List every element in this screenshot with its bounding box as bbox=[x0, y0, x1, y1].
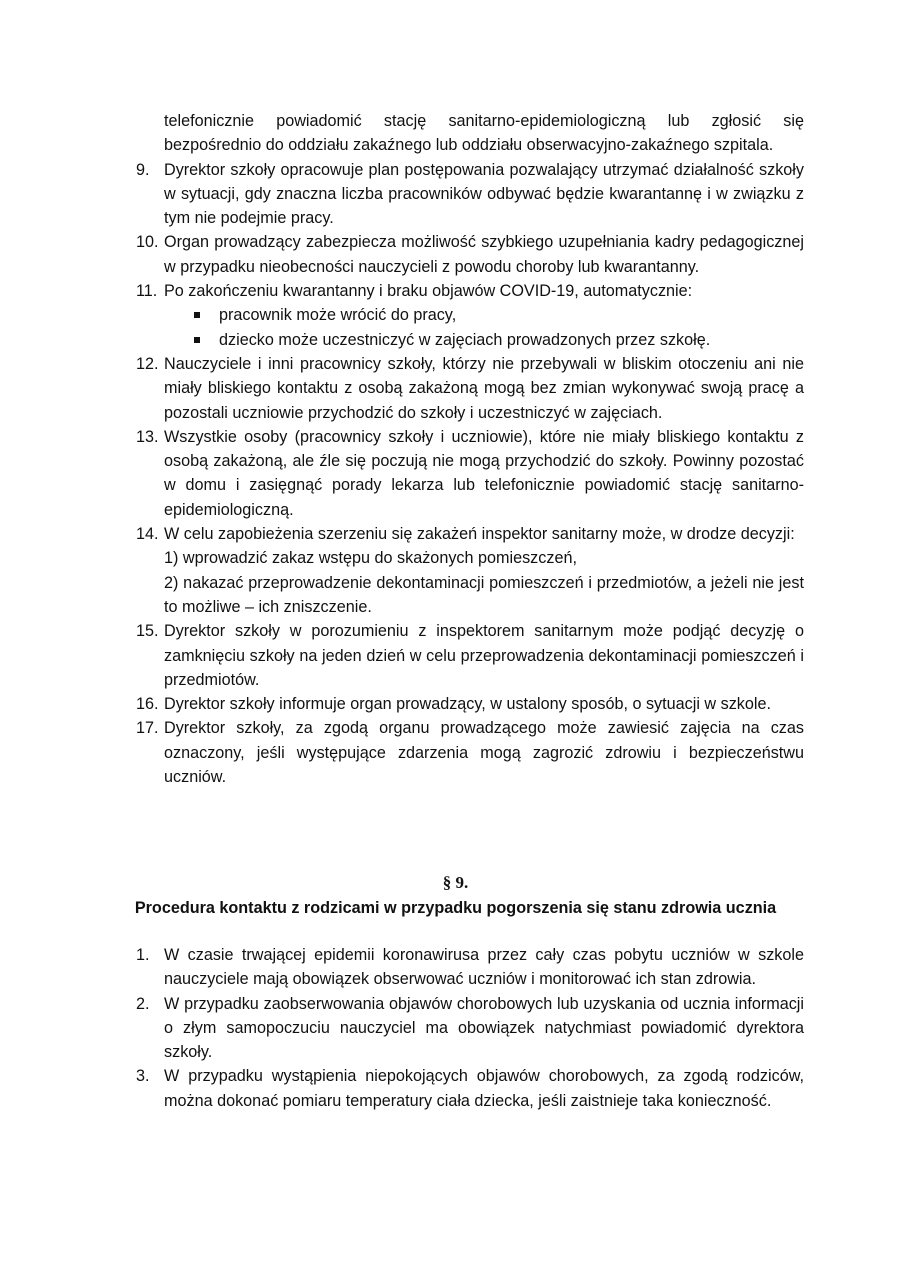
point-item: 1) wprowadzić zakaz wstępu do skażonych pomieszczeń, bbox=[164, 549, 577, 568]
list-item-11 bbox=[136, 279, 804, 303]
list-item-9 bbox=[136, 158, 804, 231]
list-item-16 bbox=[136, 692, 804, 716]
bullet-text: pracownik może wrócić do pracy, bbox=[219, 306, 457, 325]
item-text: W celu zapobieżenia szerzeniu się zakażeń inspektor sanitarny może, w drodze decyzji: bbox=[164, 525, 795, 544]
item-text: Dyrektor szkoły informuje organ prowadzący, w ustalony sposób, o sytuacji w szkole. bbox=[164, 695, 771, 714]
item-text: W czasie trwającej epidemii koronawirusa przez cały czas pobytu uczniów w szkole nauczyciele mają obowiązek obserwować uczniów i monitorować ich stan zdrowia. bbox=[164, 946, 804, 989]
item-text: Wszystkie osoby (pracownicy szkoły i uczniowie), które nie miały bliskiego kontaktu z osobą zakażoną, ale źle się poczują nie mogą przychodzić do szkoły. Powinny pozostać w domu i zasięgnąć porady lekarza lub telefonicznie powiadomić stację sanitarno-epidemiologiczną. bbox=[164, 427, 804, 519]
item-number: 9. bbox=[136, 160, 150, 179]
item-text: Organ prowadzący zabezpiecza możliwość szybkiego uzupełniania kadry pedagogicznej w przypadku nieobecności nauczycieli z powodu choroby lub kwarantanny. bbox=[164, 233, 804, 276]
list-item-3 bbox=[136, 1064, 804, 1113]
item-text: Dyrektor szkoły opracowuje plan postępowania pozwalający utrzymać działalność szkoły w sytuacji, gdy znaczna liczba pracowników odbywać będzie kwarantannę i w związku z tym nie podejmie pracy. bbox=[164, 160, 804, 228]
bullet-text: dziecko może uczestniczyć w zajęciach prowadzonych przez szkołę. bbox=[219, 330, 711, 349]
item-number: 11. bbox=[136, 282, 158, 301]
list-item-12 bbox=[136, 352, 804, 425]
item-text: Dyrektor szkoły w porozumieniu z inspektorem sanitarnym może podjąć decyzję o zamknięciu szkoły na jeden dzień w celu przeprowadzenia dekontaminacji pomieszczeń i przedmiotów. bbox=[164, 622, 804, 689]
continuation-line: bezpośrednio do oddziału zakaźnego lub oddziału obserwacyjno-zakaźnego szpitala. bbox=[164, 136, 774, 155]
item-number: 15. bbox=[136, 622, 159, 641]
square-bullet-icon bbox=[194, 312, 200, 318]
item-text: Nauczyciele i inni pracownicy szkoły, którzy nie przebywali w bliskim otoczeniu ani nie miały bliskiego kontaktu z osobą zakażoną mogą bez zmian wykonywać swoją pracę a pozostali uczniowie przychodzić do szkoły i uczestniczyć w zajęciach. bbox=[164, 354, 804, 422]
bullet-item bbox=[136, 328, 804, 352]
item-text: Dyrektor szkoły, za zgodą organu prowadzącego może zawiesić zajęcia na czas oznaczony, jeśli występujące zdarzenia mogą zagrozić zdrowiu i bezpieczeństwu uczniów. bbox=[164, 719, 804, 787]
item-text: W przypadku wystąpienia niepokojących objawów chorobowych, za zgodą rodziców, można dokonać pomiaru temperatury ciała dziecka, jeśli zaistnieje taka konieczność. bbox=[164, 1067, 804, 1110]
item-number: 3. bbox=[136, 1067, 150, 1086]
item-number: 13. bbox=[136, 427, 159, 446]
procedure-list bbox=[136, 943, 804, 1113]
list-item-13 bbox=[136, 425, 804, 522]
item-number: 1. bbox=[136, 946, 150, 964]
section-mark: § 9. bbox=[442, 873, 469, 892]
item-text: Po zakończeniu kwarantanny i braku objawów COVID-19, automatycznie: bbox=[164, 282, 693, 301]
list-item-17 bbox=[136, 716, 804, 789]
square-bullet-icon bbox=[194, 337, 200, 343]
point-item: 2) nakazać przeprowadzenie dekontaminacji pomieszczeń i przedmiotów, a jeżeli nie jest to możliwe – ich zniszczenie. bbox=[164, 573, 804, 616]
item-number: 2. bbox=[136, 994, 150, 1013]
list-continuation bbox=[136, 109, 804, 789]
list-item-15 bbox=[136, 619, 804, 692]
item-number: 17. bbox=[136, 719, 159, 738]
bullet-item bbox=[136, 303, 804, 327]
item-number: 10. bbox=[136, 233, 159, 252]
item-number: 16. bbox=[136, 695, 159, 714]
list-item-2 bbox=[136, 992, 804, 1065]
list-item-14 bbox=[136, 522, 804, 546]
section-title: Procedura kontaktu z rodzicami w przypadku pogorszenia się stanu zdrowia ucznia bbox=[134, 899, 777, 917]
item-number: 12. bbox=[136, 354, 159, 373]
item-number: 14. bbox=[136, 525, 159, 544]
continuation-line: telefonicznie powiadomić stację sanitarno-epidemiologiczną lub zgłosić się bbox=[164, 112, 804, 130]
list-item-1 bbox=[136, 943, 804, 992]
list-item-10 bbox=[136, 230, 804, 279]
item-text: W przypadku zaobserwowania objawów chorobowych lub uzyskania od ucznia informacji o złym samopoczuciu nauczyciel ma obowiązek natychmiast powiadomić dyrektora szkoły. bbox=[164, 994, 804, 1062]
